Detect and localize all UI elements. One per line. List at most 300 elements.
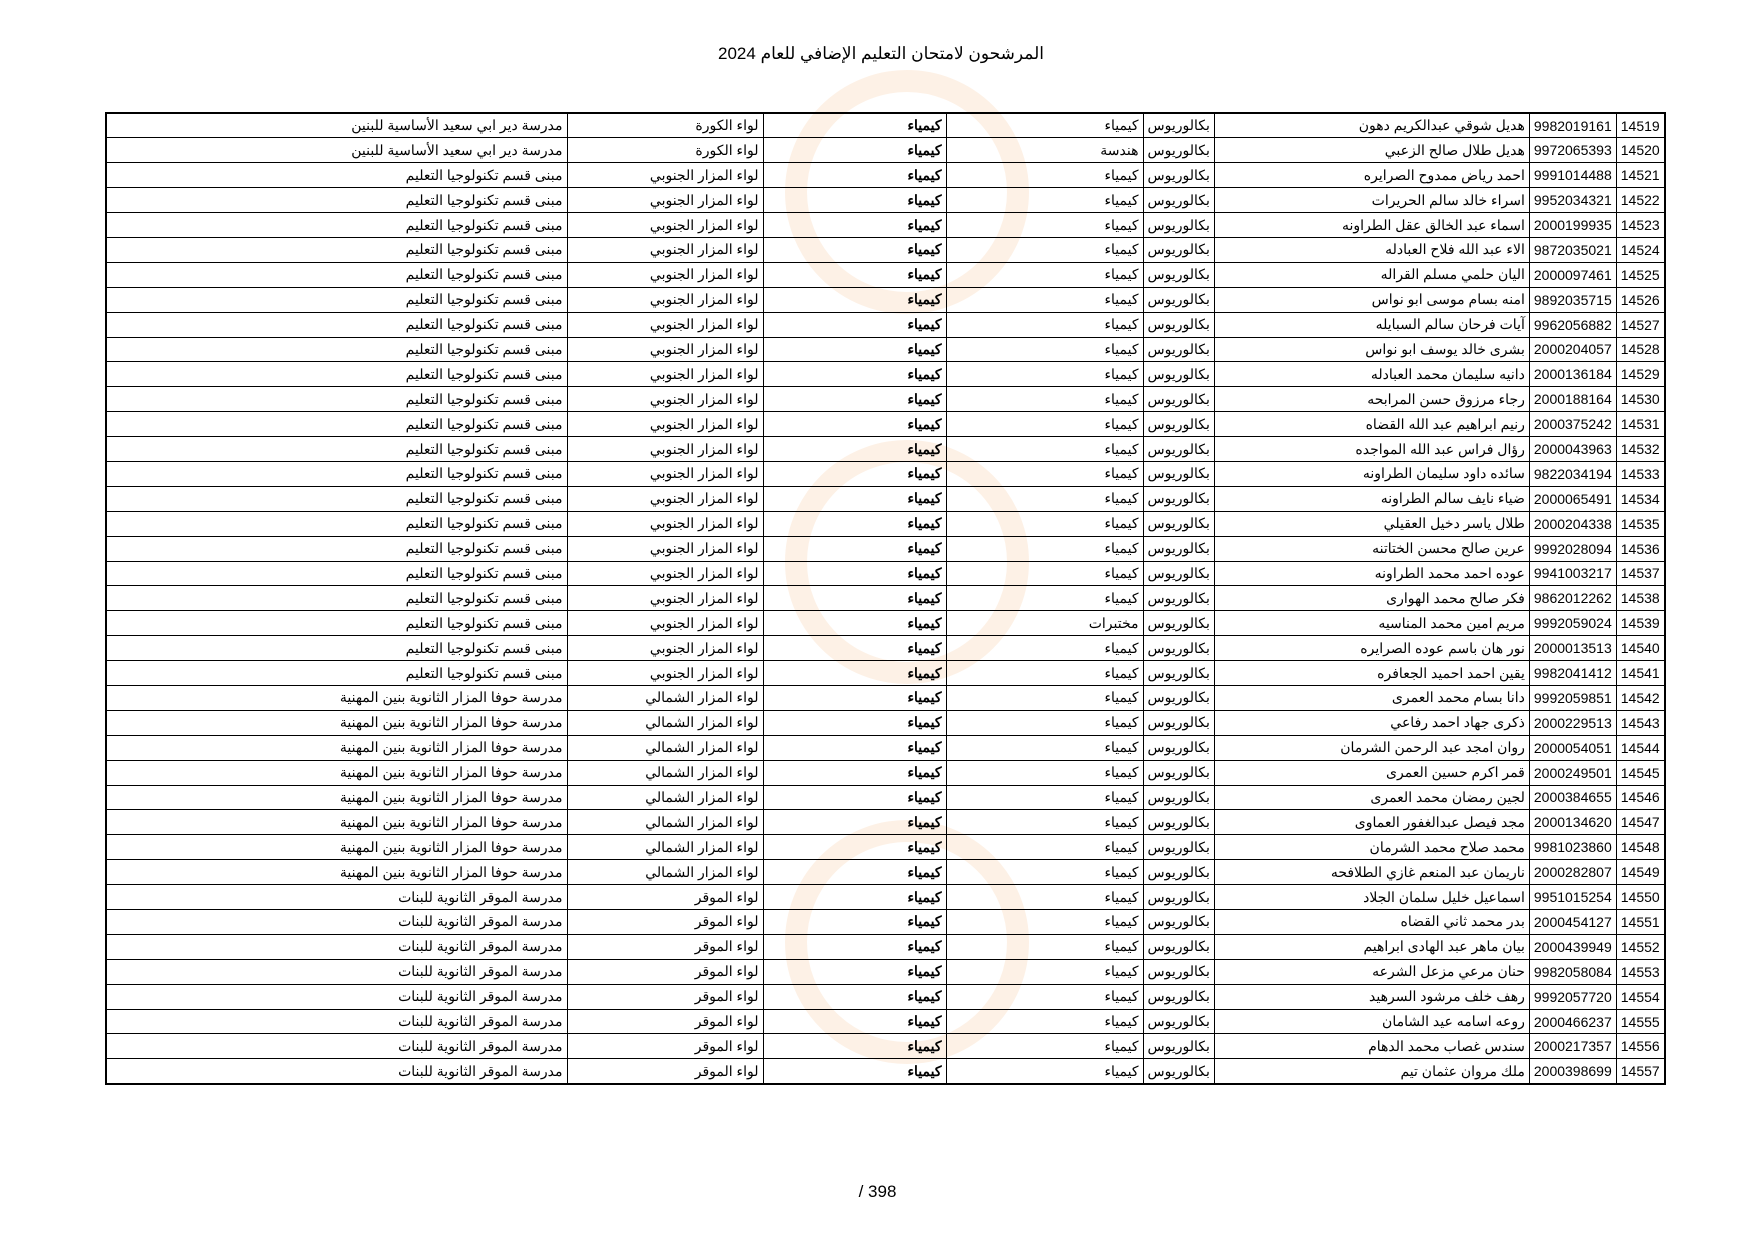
directorate-cell: لواء المزار الجنوبي bbox=[567, 561, 763, 586]
exam-subject-cell: كيمياء bbox=[763, 412, 946, 437]
exam-subject-cell: كيمياء bbox=[763, 461, 946, 486]
exam-center-cell: مدرسة حوفا المزار الثانوية بنين المهنية bbox=[106, 835, 567, 860]
table-row bbox=[106, 611, 1665, 636]
directorate-cell: لواء الكورة bbox=[567, 138, 763, 163]
major-cell: كيمياء bbox=[946, 934, 1143, 959]
major-cell: كيمياء bbox=[946, 536, 1143, 561]
directorate-cell: لواء المزار الجنوبي bbox=[567, 362, 763, 387]
table-row bbox=[106, 237, 1665, 262]
exam-center-cell: مدرسة حوفا المزار الثانوية بنين المهنية bbox=[106, 810, 567, 835]
serial-number-cell: 14538 bbox=[1616, 586, 1664, 611]
major-cell: كيمياء bbox=[946, 835, 1143, 860]
table-row bbox=[106, 785, 1665, 810]
national-id-cell: 9991014488 bbox=[1529, 163, 1616, 188]
candidate-name-cell: لجين رمضان محمد العمرى bbox=[1214, 785, 1529, 810]
serial-number-cell: 14542 bbox=[1616, 685, 1664, 710]
major-cell: كيمياء bbox=[946, 685, 1143, 710]
major-cell: كيمياء bbox=[946, 984, 1143, 1009]
candidate-name-cell: آيات فرحان سالم السبايله bbox=[1214, 312, 1529, 337]
table-row bbox=[106, 437, 1665, 462]
exam-subject-cell: كيمياء bbox=[763, 536, 946, 561]
major-cell: كيمياء bbox=[946, 1009, 1143, 1034]
directorate-cell: لواء المزار الجنوبي bbox=[567, 237, 763, 262]
major-cell: كيمياء bbox=[946, 1059, 1143, 1084]
table-row bbox=[106, 138, 1665, 163]
table-row bbox=[106, 959, 1665, 984]
table-row bbox=[106, 1009, 1665, 1034]
table-row bbox=[106, 835, 1665, 860]
exam-center-cell: مبنى قسم تكنولوجيا التعليم bbox=[106, 412, 567, 437]
national-id-cell: 2000188164 bbox=[1529, 387, 1616, 412]
exam-center-cell: مبنى قسم تكنولوجيا التعليم bbox=[106, 486, 567, 511]
national-id-cell: 2000249501 bbox=[1529, 760, 1616, 785]
directorate-cell: لواء الموقر bbox=[567, 1034, 763, 1059]
national-id-cell: 9952034321 bbox=[1529, 188, 1616, 213]
directorate-cell: لواء الموقر bbox=[567, 1009, 763, 1034]
candidate-name-cell: دانيه سليمان محمد العبادله bbox=[1214, 362, 1529, 387]
degree-cell: بكالوريوس bbox=[1143, 262, 1214, 287]
serial-number-cell: 14520 bbox=[1616, 138, 1664, 163]
exam-subject-cell: كيمياء bbox=[763, 959, 946, 984]
candidate-name-cell: اليان حلمي مسلم القراله bbox=[1214, 262, 1529, 287]
degree-cell: بكالوريوس bbox=[1143, 138, 1214, 163]
national-id-cell: 2000043963 bbox=[1529, 437, 1616, 462]
major-cell: كيمياء bbox=[946, 661, 1143, 686]
degree-cell: بكالوريوس bbox=[1143, 213, 1214, 238]
degree-cell: بكالوريوس bbox=[1143, 511, 1214, 536]
serial-number-cell: 14541 bbox=[1616, 661, 1664, 686]
degree-cell: بكالوريوس bbox=[1143, 934, 1214, 959]
directorate-cell: لواء المزار الشمالي bbox=[567, 710, 763, 735]
national-id-cell: 2000199935 bbox=[1529, 213, 1616, 238]
candidate-name-cell: ذكرى جهاد احمد رفاعي bbox=[1214, 710, 1529, 735]
national-id-cell: 9992028094 bbox=[1529, 536, 1616, 561]
degree-cell: بكالوريوس bbox=[1143, 586, 1214, 611]
candidate-name-cell: بيان ماهر عبد الهادى ابراهيم bbox=[1214, 934, 1529, 959]
exam-center-cell: مدرسة الموقر الثانوية للبنات bbox=[106, 984, 567, 1009]
table-row bbox=[106, 885, 1665, 910]
exam-subject-cell: كيمياء bbox=[763, 213, 946, 238]
degree-cell: بكالوريوس bbox=[1143, 561, 1214, 586]
exam-subject-cell: كيمياء bbox=[763, 984, 946, 1009]
table-row bbox=[106, 661, 1665, 686]
national-id-cell: 9972065393 bbox=[1529, 138, 1616, 163]
serial-number-cell: 14552 bbox=[1616, 934, 1664, 959]
candidate-name-cell: سندس غصاب محمد الدهام bbox=[1214, 1034, 1529, 1059]
degree-cell: بكالوريوس bbox=[1143, 412, 1214, 437]
exam-center-cell: مبنى قسم تكنولوجيا التعليم bbox=[106, 536, 567, 561]
exam-center-cell: مدرسة حوفا المزار الثانوية بنين المهنية bbox=[106, 710, 567, 735]
directorate-cell: لواء المزار الجنوبي bbox=[567, 213, 763, 238]
candidate-name-cell: قمر اكرم حسين العمرى bbox=[1214, 760, 1529, 785]
exam-subject-cell: كيمياء bbox=[763, 237, 946, 262]
serial-number-cell: 14522 bbox=[1616, 188, 1664, 213]
candidate-name-cell: بدر محمد ثاني القضاه bbox=[1214, 910, 1529, 935]
serial-number-cell: 14540 bbox=[1616, 636, 1664, 661]
candidate-name-cell: رؤال فراس عبد الله المواجده bbox=[1214, 437, 1529, 462]
exam-subject-cell: كيمياء bbox=[763, 163, 946, 188]
directorate-cell: لواء المزار الجنوبي bbox=[567, 287, 763, 312]
degree-cell: بكالوريوس bbox=[1143, 1059, 1214, 1084]
directorate-cell: لواء الكورة bbox=[567, 113, 763, 138]
degree-cell: بكالوريوس bbox=[1143, 437, 1214, 462]
table-row bbox=[106, 810, 1665, 835]
major-cell: كيمياء bbox=[946, 586, 1143, 611]
table-row bbox=[106, 685, 1665, 710]
national-id-cell: 9872035021 bbox=[1529, 237, 1616, 262]
degree-cell: بكالوريوس bbox=[1143, 287, 1214, 312]
table-row bbox=[106, 362, 1665, 387]
national-id-cell: 2000097461 bbox=[1529, 262, 1616, 287]
exam-subject-cell: كيمياء bbox=[763, 710, 946, 735]
exam-subject-cell: كيمياء bbox=[763, 312, 946, 337]
table-row bbox=[106, 710, 1665, 735]
national-id-cell: 9992059024 bbox=[1529, 611, 1616, 636]
national-id-cell: 2000282807 bbox=[1529, 860, 1616, 885]
directorate-cell: لواء المزار الشمالي bbox=[567, 760, 763, 785]
table-row bbox=[106, 113, 1665, 138]
exam-subject-cell: كيمياء bbox=[763, 337, 946, 362]
exam-subject-cell: كيمياء bbox=[763, 586, 946, 611]
exam-center-cell: مبنى قسم تكنولوجيا التعليم bbox=[106, 287, 567, 312]
major-cell: كيمياء bbox=[946, 511, 1143, 536]
table-row bbox=[106, 287, 1665, 312]
candidate-name-cell: احمد رياض ممدوح الصرايره bbox=[1214, 163, 1529, 188]
candidate-name-cell: مجد فيصل عبدالغفور العماوى bbox=[1214, 810, 1529, 835]
national-id-cell: 9862012262 bbox=[1529, 586, 1616, 611]
table-row bbox=[106, 536, 1665, 561]
major-cell: كيمياء bbox=[946, 710, 1143, 735]
directorate-cell: لواء المزار الجنوبي bbox=[567, 262, 763, 287]
directorate-cell: لواء المزار الشمالي bbox=[567, 735, 763, 760]
directorate-cell: لواء المزار الجنوبي bbox=[567, 337, 763, 362]
national-id-cell: 2000384655 bbox=[1529, 785, 1616, 810]
degree-cell: بكالوريوس bbox=[1143, 810, 1214, 835]
degree-cell: بكالوريوس bbox=[1143, 785, 1214, 810]
national-id-cell: 2000065491 bbox=[1529, 486, 1616, 511]
directorate-cell: لواء المزار الشمالي bbox=[567, 810, 763, 835]
national-id-cell: 2000013513 bbox=[1529, 636, 1616, 661]
exam-subject-cell: كيمياء bbox=[763, 785, 946, 810]
exam-subject-cell: كيمياء bbox=[763, 685, 946, 710]
degree-cell: بكالوريوس bbox=[1143, 636, 1214, 661]
major-cell: كيمياء bbox=[946, 910, 1143, 935]
directorate-cell: لواء الموقر bbox=[567, 984, 763, 1009]
directorate-cell: لواء المزار الجنوبي bbox=[567, 611, 763, 636]
table-row bbox=[106, 1034, 1665, 1059]
exam-center-cell: مبنى قسم تكنولوجيا التعليم bbox=[106, 661, 567, 686]
major-cell: كيمياء bbox=[946, 387, 1143, 412]
candidate-name-cell: يقين احمد احميد الجعافره bbox=[1214, 661, 1529, 686]
major-cell: كيمياء bbox=[946, 412, 1143, 437]
national-id-cell: 9982058084 bbox=[1529, 959, 1616, 984]
candidate-name-cell: عوده احمد محمد الطراونه bbox=[1214, 561, 1529, 586]
candidate-name-cell: اسماعيل خليل سلمان الجلاد bbox=[1214, 885, 1529, 910]
directorate-cell: لواء الموقر bbox=[567, 1059, 763, 1084]
directorate-cell: لواء المزار الجنوبي bbox=[567, 412, 763, 437]
exam-center-cell: مبنى قسم تكنولوجيا التعليم bbox=[106, 362, 567, 387]
national-id-cell: 9892035715 bbox=[1529, 287, 1616, 312]
exam-center-cell: مدرسة حوفا المزار الثانوية بنين المهنية bbox=[106, 785, 567, 810]
major-cell: كيمياء bbox=[946, 885, 1143, 910]
directorate-cell: لواء المزار الجنوبي bbox=[567, 636, 763, 661]
exam-center-cell: مبنى قسم تكنولوجيا التعليم bbox=[106, 611, 567, 636]
degree-cell: بكالوريوس bbox=[1143, 237, 1214, 262]
candidate-name-cell: نور هان باسم عوده الصرايره bbox=[1214, 636, 1529, 661]
candidate-name-cell: روان امجد عبد الرحمن الشرمان bbox=[1214, 735, 1529, 760]
degree-cell: بكالوريوس bbox=[1143, 536, 1214, 561]
degree-cell: بكالوريوس bbox=[1143, 685, 1214, 710]
exam-subject-cell: كيمياء bbox=[763, 885, 946, 910]
directorate-cell: لواء المزار الجنوبي bbox=[567, 536, 763, 561]
exam-center-cell: مدرسة الموقر الثانوية للبنات bbox=[106, 885, 567, 910]
exam-center-cell: مبنى قسم تكنولوجيا التعليم bbox=[106, 511, 567, 536]
degree-cell: بكالوريوس bbox=[1143, 885, 1214, 910]
degree-cell: بكالوريوس bbox=[1143, 113, 1214, 138]
serial-number-cell: 14528 bbox=[1616, 337, 1664, 362]
major-cell: كيمياء bbox=[946, 860, 1143, 885]
major-cell: كيمياء bbox=[946, 636, 1143, 661]
national-id-cell: 9941003217 bbox=[1529, 561, 1616, 586]
directorate-cell: لواء الموقر bbox=[567, 934, 763, 959]
exam-center-cell: مدرسة الموقر الثانوية للبنات bbox=[106, 910, 567, 935]
exam-subject-cell: كيمياء bbox=[763, 760, 946, 785]
exam-center-cell: مبنى قسم تكنولوجيا التعليم bbox=[106, 163, 567, 188]
table-row bbox=[106, 461, 1665, 486]
candidate-name-cell: اسماء عبد الخالق عقل الطراونه bbox=[1214, 213, 1529, 238]
serial-number-cell: 14551 bbox=[1616, 910, 1664, 935]
exam-center-cell: مبنى قسم تكنولوجيا التعليم bbox=[106, 337, 567, 362]
exam-center-cell: مدرسة حوفا المزار الثانوية بنين المهنية bbox=[106, 860, 567, 885]
degree-cell: بكالوريوس bbox=[1143, 710, 1214, 735]
serial-number-cell: 14547 bbox=[1616, 810, 1664, 835]
exam-subject-cell: كيمياء bbox=[763, 113, 946, 138]
national-id-cell: 9992057720 bbox=[1529, 984, 1616, 1009]
directorate-cell: لواء المزار الجنوبي bbox=[567, 188, 763, 213]
candidate-name-cell: ضياء نايف سالم الطراونه bbox=[1214, 486, 1529, 511]
exam-subject-cell: كيمياء bbox=[763, 835, 946, 860]
national-id-cell: 9992059851 bbox=[1529, 685, 1616, 710]
exam-center-cell: مبنى قسم تكنولوجيا التعليم bbox=[106, 237, 567, 262]
exam-center-cell: مبنى قسم تكنولوجيا التعليم bbox=[106, 561, 567, 586]
table-row bbox=[106, 412, 1665, 437]
serial-number-cell: 14553 bbox=[1616, 959, 1664, 984]
major-cell: كيمياء bbox=[946, 785, 1143, 810]
degree-cell: بكالوريوس bbox=[1143, 611, 1214, 636]
national-id-cell: 9962056882 bbox=[1529, 312, 1616, 337]
exam-subject-cell: كيمياء bbox=[763, 1059, 946, 1084]
candidate-name-cell: دانا بسام محمد العمرى bbox=[1214, 685, 1529, 710]
exam-subject-cell: كيمياء bbox=[763, 511, 946, 536]
exam-center-cell: مبنى قسم تكنولوجيا التعليم bbox=[106, 387, 567, 412]
table-row bbox=[106, 188, 1665, 213]
serial-number-cell: 14525 bbox=[1616, 262, 1664, 287]
table-row bbox=[106, 262, 1665, 287]
major-cell: كيمياء bbox=[946, 735, 1143, 760]
national-id-cell: 2000054051 bbox=[1529, 735, 1616, 760]
exam-center-cell: مبنى قسم تكنولوجيا التعليم bbox=[106, 636, 567, 661]
degree-cell: بكالوريوس bbox=[1143, 860, 1214, 885]
serial-number-cell: 14531 bbox=[1616, 412, 1664, 437]
candidate-name-cell: حنان مرعي مزعل الشرعه bbox=[1214, 959, 1529, 984]
degree-cell: بكالوريوس bbox=[1143, 959, 1214, 984]
national-id-cell: 2000439949 bbox=[1529, 934, 1616, 959]
degree-cell: بكالوريوس bbox=[1143, 835, 1214, 860]
page-title: المرشحون لامتحان التعليم الإضافي للعام 2024 bbox=[718, 44, 1044, 63]
serial-number-cell: 14532 bbox=[1616, 437, 1664, 462]
serial-number-cell: 14524 bbox=[1616, 237, 1664, 262]
table-row bbox=[106, 586, 1665, 611]
candidate-name-cell: هديل طلال صالح الزعبي bbox=[1214, 138, 1529, 163]
degree-cell: بكالوريوس bbox=[1143, 486, 1214, 511]
exam-subject-cell: كيمياء bbox=[763, 661, 946, 686]
exam-center-cell: مبنى قسم تكنولوجيا التعليم bbox=[106, 312, 567, 337]
serial-number-cell: 14539 bbox=[1616, 611, 1664, 636]
serial-number-cell: 14554 bbox=[1616, 984, 1664, 1009]
serial-number-cell: 14548 bbox=[1616, 835, 1664, 860]
candidate-name-cell: عرين صالح محسن الختاتنه bbox=[1214, 536, 1529, 561]
table-row bbox=[106, 860, 1665, 885]
exam-center-cell: مدرسة حوفا المزار الثانوية بنين المهنية bbox=[106, 735, 567, 760]
major-cell: كيمياء bbox=[946, 437, 1143, 462]
degree-cell: بكالوريوس bbox=[1143, 387, 1214, 412]
serial-number-cell: 14529 bbox=[1616, 362, 1664, 387]
table-row bbox=[106, 213, 1665, 238]
serial-number-cell: 14537 bbox=[1616, 561, 1664, 586]
serial-number-cell: 14543 bbox=[1616, 710, 1664, 735]
major-cell: كيمياء bbox=[946, 561, 1143, 586]
exam-subject-cell: كيمياء bbox=[763, 934, 946, 959]
candidate-name-cell: بشرى خالد يوسف ابو نواس bbox=[1214, 337, 1529, 362]
major-cell: كيمياء bbox=[946, 287, 1143, 312]
national-id-cell: 2000454127 bbox=[1529, 910, 1616, 935]
exam-subject-cell: كيمياء bbox=[763, 1009, 946, 1034]
directorate-cell: لواء المزار الشمالي bbox=[567, 860, 763, 885]
major-cell: كيمياء bbox=[946, 337, 1143, 362]
table-row bbox=[106, 735, 1665, 760]
national-id-cell: 2000204338 bbox=[1529, 511, 1616, 536]
directorate-cell: لواء المزار الشمالي bbox=[567, 685, 763, 710]
major-cell: هندسة bbox=[946, 138, 1143, 163]
national-id-cell: 2000375242 bbox=[1529, 412, 1616, 437]
directorate-cell: لواء المزار الجنوبي bbox=[567, 387, 763, 412]
exam-center-cell: مدرسة الموقر الثانوية للبنات bbox=[106, 934, 567, 959]
table-row bbox=[106, 910, 1665, 935]
degree-cell: بكالوريوس bbox=[1143, 163, 1214, 188]
exam-center-cell: مبنى قسم تكنولوجيا التعليم bbox=[106, 461, 567, 486]
exam-subject-cell: كيمياء bbox=[763, 860, 946, 885]
directorate-cell: لواء الموقر bbox=[567, 885, 763, 910]
degree-cell: بكالوريوس bbox=[1143, 188, 1214, 213]
exam-subject-cell: كيمياء bbox=[763, 1034, 946, 1059]
national-id-cell: 9951015254 bbox=[1529, 885, 1616, 910]
serial-number-cell: 14534 bbox=[1616, 486, 1664, 511]
major-cell: كيمياء bbox=[946, 213, 1143, 238]
national-id-cell: 2000466237 bbox=[1529, 1009, 1616, 1034]
national-id-cell: 2000229513 bbox=[1529, 710, 1616, 735]
candidate-name-cell: فكر صالح محمد الهوارى bbox=[1214, 586, 1529, 611]
serial-number-cell: 14556 bbox=[1616, 1034, 1664, 1059]
candidates-table bbox=[105, 112, 1666, 1085]
national-id-cell: 2000204057 bbox=[1529, 337, 1616, 362]
degree-cell: بكالوريوس bbox=[1143, 910, 1214, 935]
exam-subject-cell: كيمياء bbox=[763, 611, 946, 636]
major-cell: كيمياء bbox=[946, 1034, 1143, 1059]
candidate-name-cell: ناريمان عبد المنعم غازي الطلافحه bbox=[1214, 860, 1529, 885]
exam-center-cell: مدرسة الموقر الثانوية للبنات bbox=[106, 1009, 567, 1034]
page-number: 398 / bbox=[858, 1182, 897, 1201]
directorate-cell: لواء الموقر bbox=[567, 959, 763, 984]
serial-number-cell: 14535 bbox=[1616, 511, 1664, 536]
exam-center-cell: مبنى قسم تكنولوجيا التعليم bbox=[106, 437, 567, 462]
table-row bbox=[106, 337, 1665, 362]
candidate-name-cell: ملك مروان عثمان تيم bbox=[1214, 1059, 1529, 1084]
serial-number-cell: 14550 bbox=[1616, 885, 1664, 910]
exam-subject-cell: كيمياء bbox=[763, 910, 946, 935]
national-id-cell: 9982019161 bbox=[1529, 113, 1616, 138]
serial-number-cell: 14519 bbox=[1616, 113, 1664, 138]
serial-number-cell: 14536 bbox=[1616, 536, 1664, 561]
major-cell: كيمياء bbox=[946, 113, 1143, 138]
exam-subject-cell: كيمياء bbox=[763, 287, 946, 312]
major-cell: كيمياء bbox=[946, 760, 1143, 785]
serial-number-cell: 14544 bbox=[1616, 735, 1664, 760]
candidate-name-cell: محمد صلاح محمد الشرمان bbox=[1214, 835, 1529, 860]
exam-center-cell: مبنى قسم تكنولوجيا التعليم bbox=[106, 262, 567, 287]
table-row bbox=[106, 163, 1665, 188]
exam-center-cell: مدرسة الموقر الثانوية للبنات bbox=[106, 959, 567, 984]
candidate-name-cell: امنه بسام موسى ابو نواس bbox=[1214, 287, 1529, 312]
major-cell: كيمياء bbox=[946, 262, 1143, 287]
serial-number-cell: 14526 bbox=[1616, 287, 1664, 312]
degree-cell: بكالوريوس bbox=[1143, 1034, 1214, 1059]
exam-subject-cell: كيمياء bbox=[763, 362, 946, 387]
exam-center-cell: مدرسة دير ابي سعيد الأساسية للبنين bbox=[106, 113, 567, 138]
table-row bbox=[106, 984, 1665, 1009]
exam-subject-cell: كيمياء bbox=[763, 735, 946, 760]
major-cell: كيمياء bbox=[946, 312, 1143, 337]
candidate-name-cell: سائده داود سليمان الطراونه bbox=[1214, 461, 1529, 486]
degree-cell: بكالوريوس bbox=[1143, 461, 1214, 486]
candidate-name-cell: هديل شوقي عبدالكريم دهون bbox=[1214, 113, 1529, 138]
serial-number-cell: 14555 bbox=[1616, 1009, 1664, 1034]
directorate-cell: لواء المزار الجنوبي bbox=[567, 461, 763, 486]
national-id-cell: 2000136184 bbox=[1529, 362, 1616, 387]
candidate-name-cell: مريم امين محمد المناسيه bbox=[1214, 611, 1529, 636]
exam-subject-cell: كيمياء bbox=[763, 486, 946, 511]
exam-center-cell: مبنى قسم تكنولوجيا التعليم bbox=[106, 213, 567, 238]
table-row bbox=[106, 312, 1665, 337]
national-id-cell: 2000217357 bbox=[1529, 1034, 1616, 1059]
candidate-name-cell: طلال ياسر دخيل العقيلي bbox=[1214, 511, 1529, 536]
directorate-cell: لواء المزار الجنوبي bbox=[567, 661, 763, 686]
directorate-cell: لواء المزار الجنوبي bbox=[567, 486, 763, 511]
table-row bbox=[106, 934, 1665, 959]
degree-cell: بكالوريوس bbox=[1143, 1009, 1214, 1034]
degree-cell: بكالوريوس bbox=[1143, 735, 1214, 760]
exam-subject-cell: كيمياء bbox=[763, 387, 946, 412]
table-row bbox=[106, 511, 1665, 536]
major-cell: كيمياء bbox=[946, 810, 1143, 835]
degree-cell: بكالوريوس bbox=[1143, 661, 1214, 686]
candidate-name-cell: الاء عبد الله فلاح العبادله bbox=[1214, 237, 1529, 262]
major-cell: كيمياء bbox=[946, 362, 1143, 387]
major-cell: كيمياء bbox=[946, 188, 1143, 213]
directorate-cell: لواء المزار الجنوبي bbox=[567, 312, 763, 337]
exam-center-cell: مدرسة حوفا المزار الثانوية بنين المهنية bbox=[106, 685, 567, 710]
candidate-name-cell: روعه اسامه عيد الشامان bbox=[1214, 1009, 1529, 1034]
exam-center-cell: مبنى قسم تكنولوجيا التعليم bbox=[106, 586, 567, 611]
